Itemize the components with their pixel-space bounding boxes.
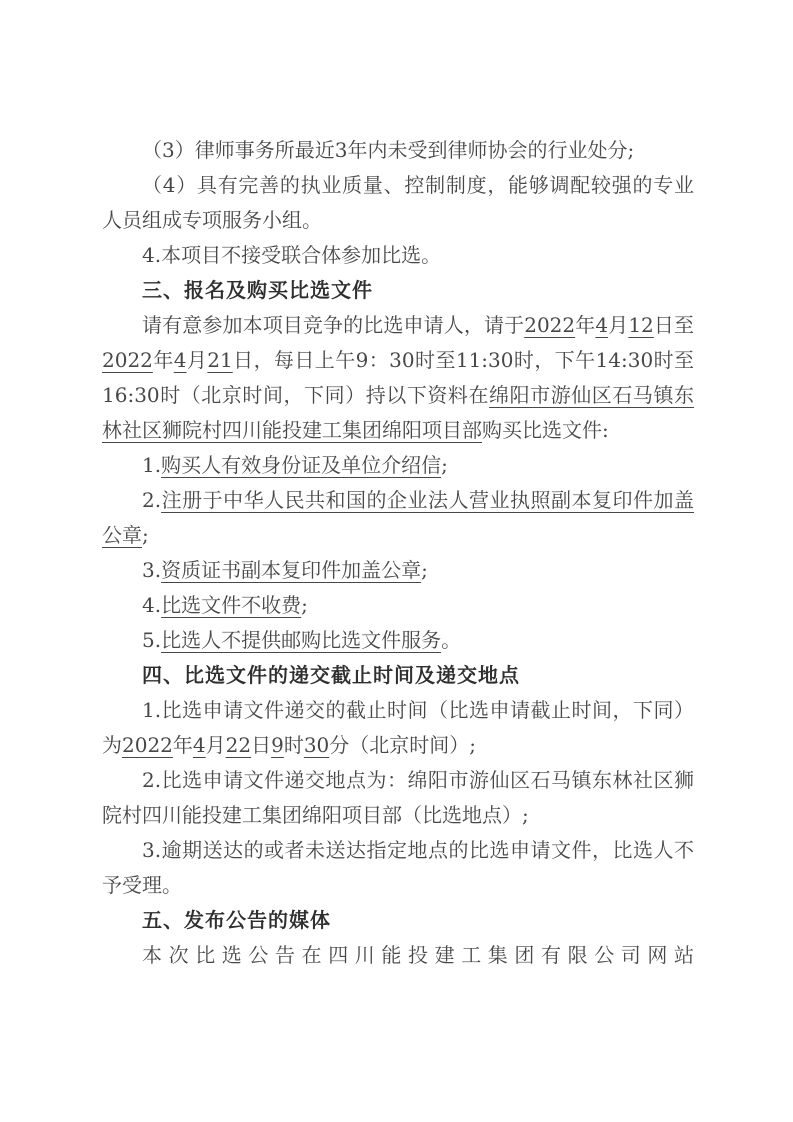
document-body xyxy=(102,133,694,973)
clause-no-consortium xyxy=(102,238,694,273)
underlined-text-run: 21 xyxy=(207,348,233,372)
underlined-text-run: 4 xyxy=(595,313,609,337)
text-run: 4. xyxy=(142,593,162,617)
text-run: 三、报名及购买比选文件 xyxy=(142,278,373,302)
text-run: 日，每日上午9：30时至11:30时，下午14:30时至16:30时（北京时间，下同）持以下资料在 xyxy=(102,348,695,407)
text-run: 年 xyxy=(152,348,174,372)
purchase-material-5 xyxy=(102,623,694,658)
text-run: 日至 xyxy=(653,313,695,337)
text-run: 月 xyxy=(186,348,208,372)
text-run: 分（北京时间）; xyxy=(329,733,477,757)
text-run: 日 xyxy=(251,733,272,757)
text-run: ; xyxy=(301,593,308,617)
text-run: 月 xyxy=(205,733,226,757)
underlined-text-run: 2022 xyxy=(102,348,153,372)
purchase-material-2 xyxy=(102,483,694,553)
underlined-text-run: 30 xyxy=(303,733,330,757)
section-4-heading xyxy=(102,658,694,693)
submission-place-2 xyxy=(102,763,694,833)
underlined-text-run: 比选人不提供邮购比选文件服务 xyxy=(161,628,442,652)
underlined-text-run: 4 xyxy=(192,733,206,757)
text-run: 2.比选申请文件递交地点为：绵阳市游仙区石马镇东林社区狮院村四川能投建工集团绵阳项目部（比选地点）; xyxy=(102,768,694,827)
underlined-text-run: 2022 xyxy=(524,313,576,337)
text-run: 年 xyxy=(575,313,596,337)
underlined-text-run: 2022 xyxy=(122,733,173,757)
text-run: （4）具有完善的执业质量、控制制度，能够调配较强的专业人员组成专项服务小组。 xyxy=(102,173,694,232)
text-run: 时 xyxy=(283,733,304,757)
text-run: 2. xyxy=(142,488,162,512)
underlined-text-run: 绵阳市游仙区石马镇东林社区狮院村四川能投建工集团绵阳项目部 xyxy=(102,383,695,442)
text-run: 年 xyxy=(172,733,193,757)
qualification-item-4 xyxy=(102,168,694,238)
text-run: 3. xyxy=(142,558,162,582)
submission-late-3 xyxy=(102,833,694,903)
text-run: 4.本项目不接受联合体参加比选。 xyxy=(142,243,442,267)
text-run: 五、发布公告的媒体 xyxy=(142,908,331,932)
qualification-item-3 xyxy=(102,133,694,168)
section-3-heading xyxy=(102,273,694,308)
underlined-text-run: 比选文件不收费 xyxy=(161,593,302,617)
purchase-material-1 xyxy=(102,448,694,483)
purchase-material-4 xyxy=(102,588,694,623)
text-run: 请有意参加本项目竞争的比选申请人，请于 xyxy=(142,313,525,337)
announcement-media-paragraph xyxy=(102,938,694,973)
registration-paragraph xyxy=(102,308,694,448)
purchase-material-3 xyxy=(102,553,694,588)
text-run: ; xyxy=(421,558,428,582)
text-run: 。 xyxy=(441,628,462,652)
underlined-text-run: 9 xyxy=(271,733,284,757)
text-run: 月 xyxy=(608,313,629,337)
text-run: 1. xyxy=(142,453,162,477)
underlined-text-run: 22 xyxy=(225,733,252,757)
text-run: 四、比选文件的递交截止时间及递交地点 xyxy=(142,663,520,687)
underlined-text-run: 购买人有效身份证及单位介绍信 xyxy=(161,453,442,477)
text-run: 购买比选文件: xyxy=(482,418,609,442)
text-run: 5. xyxy=(142,628,162,652)
section-5-heading xyxy=(102,903,694,938)
underlined-text-run: 注册于中华人民共和国的企业法人营业执照副本复印件加盖公章 xyxy=(102,488,694,547)
text-run: （3）律师事务所最近3年内未受到律师协会的行业处分; xyxy=(142,138,635,162)
text-run: 1.比选申请文件递交的截止时间（比选申请截止时间，下同）为 xyxy=(102,698,694,757)
text-run: 本次比选公告在四川能投建工集团有限公司网站 xyxy=(142,943,694,967)
underlined-text-run: 4 xyxy=(173,348,187,372)
text-run: ; xyxy=(441,453,448,477)
submission-deadline-1 xyxy=(102,693,694,763)
underlined-text-run: 资质证书副本复印件加盖公章 xyxy=(161,558,422,582)
text-run: 3.逾期送达的或者未送达指定地点的比选申请文件，比选人不予受理。 xyxy=(102,838,694,897)
underlined-text-run: 12 xyxy=(628,313,654,337)
text-run: ; xyxy=(142,523,149,547)
